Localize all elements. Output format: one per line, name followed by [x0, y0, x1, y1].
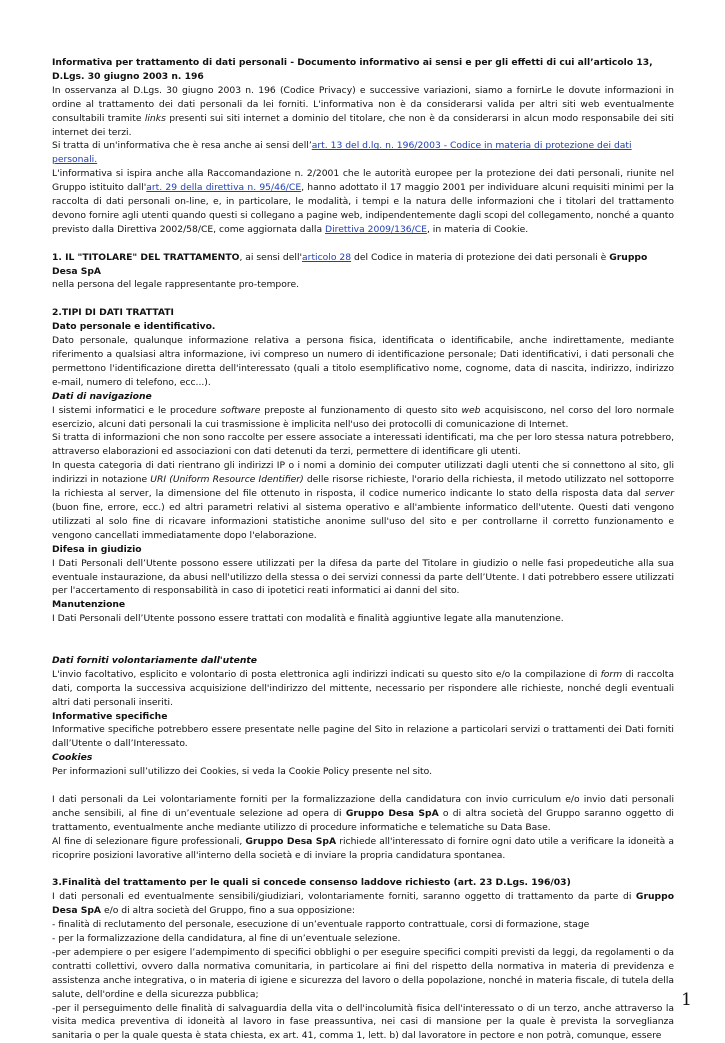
directive-link[interactable]: Direttiva 2009/136/CE	[325, 223, 427, 235]
section-2-sub-dato-personale: Dato personale e identificativo.	[52, 321, 216, 333]
section-2-paragraph-1: Dato personale, qualunque informazione relativa a persona fisica, identificata o identificabile, anche indirettamente, mediante riferimento a qualsiasi altra informazione, ivi compreso un numero di identificazione personale; Dati identificativi, i dati personali che permettono l'identificazione diretta dell'interessato (quali a titolo esemplificativo nome, cognome, data di nascita, indirizzo, indirizzo e-mail, numero di telefono, ecc...).	[52, 335, 674, 388]
intro-recommendation-paragraph: L'informativa si ispira anche alla Raccomandazione n. 2/2001 che le autorità europee per la protezione dei dati personali, riunite nel Gruppo istituito dall'art. 29 della direttiva n. 95/46/CE, hanno adottato il 17 maggio 2001 per individuare alcuni requisiti minimi per la raccolta di dati personali on-line, e, in particolare, le modalità, i tempi e la natura delle informazioni che i titolari del trattamento devono fornire agli utenti quando questi si collegano a pagine web, indipendentemente dagli scopi del collegamento, nonché a quanto previsto dalla Direttiva 2002/58/CE, come aggiornata dalla Direttiva 2009/136/CE, in materia di Cookie.	[52, 168, 674, 235]
section-2-paragraph-6: I Dati Personali dell’Utente possono essere trattati con modalità e finalità aggiuntive legate alla manutenzione.	[52, 613, 564, 625]
specific-info-heading: Informative specifiche	[52, 710, 168, 722]
cookies-heading: Cookies	[52, 752, 93, 764]
section-3-paragraph-1: I dati personali ed eventualmente sensibili/giudiziari, volontariamente forniti, saranno oggetto di trattamento da parte di Gruppo Desa SpA e/o di altra società del Gruppo, fino a sua opposizione:	[52, 891, 674, 917]
art-29-link[interactable]: art. 29 della direttiva n. 95/46/CE	[146, 182, 302, 194]
section-2-paragraph-5: I Dati Personali dell’Utente possono essere utilizzati per la difesa da parte del Titolare in giudizio o nelle fasi propedeutiche alla sua eventuale instaurazione, da abusi nell'utilizzo della stessa o dei servizi connessi da parte dell’Utente. I dati potrebbero essere utilizzati per l'accertamento di responsabilità in caso di ipotetici reati informatici ai danni del sito.	[52, 557, 674, 597]
section-2-sub-difesa: Difesa in giudizio	[52, 543, 142, 555]
voluntary-data-paragraph: L'invio facoltativo, esplicito e volontario di posta elettronica agli indirizzi indicati su questo sito e/o la compilazione di form di raccolta dati, comporta la successiva acquisizione dell'indirizzo del mittente, necessario per rispondere alle richieste, nonché degli eventuali altri dati personali inseriti.	[52, 668, 674, 708]
selection-paragraph: Al fine di selezionare figure professionali, Gruppo Desa SpA richiede all'interessato di fornire ogni dato utile a verificare la idoneità a ricoprire posizioni lavorative all'interno della società e di inviare la propria candidatura spontanea.	[52, 835, 675, 861]
voluntary-data-heading: Dati forniti volontariamente dall'utente	[52, 654, 257, 666]
intro-paragraph: In osservanza al D.Lgs. 30 giugno 2003 n. 196 (Codice Privacy) e successive variazioni, siamo a fornirLe le dovute informazioni in ordine al trattamento dei dati personali da lei forniti. L'informativa non è da considerarsi valida per altri siti web eventualmente consultabili tramite links presenti sui siti internet a dominio del titolare, che non è da considerarsi in alcun modo responsabile dei siti internet dei terzi.	[52, 84, 674, 138]
section-2-sub-navigazione: Dati di navigazione	[52, 390, 152, 402]
section-1-heading: 1. IL "TITOLARE" DEL TRATTAMENTO	[52, 251, 240, 263]
section-2-paragraph-2: I sistemi informatici e le procedure software preposte al funzionamento di questo sito web acquisiscono, nel corso del loro normale esercizio, alcuni dati personali la cui trasmissione è implicita nell'uso dei protocolli di comunicazione di Internet.	[52, 404, 674, 430]
section-2-paragraph-3: Si tratta di informazioni che non sono raccolte per essere associate a interessati identificati, ma che per loro stessa natura potrebbero, attraverso elaborazioni ed associazioni con dati detenuti da terzi, permettere di identificare gli utenti.	[52, 432, 674, 458]
section-2-sub-manutenzione: Manutenzione	[52, 599, 126, 611]
section-3-list-item-4: -per il perseguimento delle finalità di salvaguardia della vita o dell'incolumità fisica dell'interessato o di un terzo, anche attraverso la visita medica preventiva di idoneità al lavoro in fase preassuntiva, nei casi di mansione per la quale è prevista la sorveglianza sanitaria o per la quale questa è stata chiesta, ex art. 41, comma 1, lett. b) dal lavoratore in pectore e non potrà, comunque, essere	[52, 1002, 674, 1042]
document-page	[52, 56, 674, 1043]
section-3-list-item-2: - per la formalizzazione della candidatura, al fine di un’eventuale selezione.	[52, 933, 401, 945]
document-title: Informativa per trattamento di dati personali - Documento informativo ai sensi e per gli effetti di cui all’articolo 13, D.Lgs. 30 giugno 2003 n. 196	[52, 57, 653, 82]
art-13-link[interactable]: art. 13 del d.lg. n. 196/2003 - Codice in materia di protezione dei dati personali.	[52, 140, 632, 166]
candidacy-paragraph: I dati personali da Lei volontariamente forniti per la formalizzazione della candidatura con invio curriculum e/o invio dati personali anche sensibili, al fine di un’eventuale selezione ad opera di Gruppo Desa SpA o di altra società del Gruppo saranno oggetto di trattamento, eventualmente anche mediante utilizzo di procedure informatiche e telematiche su Data Base.	[52, 793, 674, 833]
section-1-line-2: nella persona del legale rappresentante pro-tempore.	[52, 279, 300, 291]
section-3-list-item-3: -per adempiere o per esigere l’adempimento di specifici obblighi o per eseguire specifici compiti previsti da leggi, da regolamenti o da contratti collettivi, ovvero dalla normativa comunitaria, in particolare ai fini del rispetto della normativa in materia di previdenza e assistenza anche integrativa, o in materia di igiene e sicurezza del lavoro o della popolazione, nonché in materia fiscale, di tutela della salute, dell'ordine e della sicurezza pubblica;	[52, 946, 674, 1000]
page-number: 1	[681, 990, 692, 1010]
section-2-paragraph-4: In questa categoria di dati rientrano gli indirizzi IP o i nomi a dominio dei computer utilizzati dagli utenti che si connettono al sito, gli indirizzi in notazione URI (Uniform Resource Identifier) delle risorse richieste, l'orario della richiesta, il metodo utilizzato nel sottoporre la richiesta al server, la dimensione del file ottenuto in risposta, il codice numerico indicante lo stato della risposta data dal server (buon fine, errore, ecc.) ed altri parametri relativi al sistema operativo e all'ambiente informatico dell'utente. Questi dati vengono utilizzati al solo fine di ricavare informazioni statistiche anonime sull'uso del sito e per controllarne il corretto funzionamento e vengono cancellati immediatamente dopo l'elaborazione.	[52, 460, 675, 541]
section-3-heading: 3.Finalità del trattamento per le quali si concede consenso laddove richiesto (art. 23 D.Lgs. 196/03)	[52, 877, 571, 889]
section-3-list-item-1: - finalità di reclutamento del personale, esecuzione di un’eventuale rapporto contrattuale, corsi di formazione, stage	[52, 919, 590, 931]
articolo-28-link[interactable]: articolo 28	[302, 251, 352, 263]
specific-info-paragraph: Informative specifiche potrebbero essere presentate nelle pagine del Sito in relazione a particolari servizi o trattamenti dei Dati forniti dall’Utente o dall’Interessato.	[52, 724, 674, 750]
intro-reference-paragraph: Si tratta di un'informativa che è resa anche ai sensi dell’art. 13 del d.lg. n. 196/2003 - Codice in materia di protezione dei dati personali.	[52, 140, 632, 166]
section-2-heading: 2.TIPI DI DATI TRATTATI	[52, 307, 174, 319]
section-1-paragraph: 1. IL "TITOLARE" DEL TRATTAMENTO, ai sensi dell'articolo 28 del Codice in materia di protezione dei dati personali è Gruppo Desa SpA	[52, 251, 648, 277]
cookies-paragraph: Per informazioni sull’utilizzo dei Cookies, si veda la Cookie Policy presente nel sito.	[52, 766, 433, 778]
